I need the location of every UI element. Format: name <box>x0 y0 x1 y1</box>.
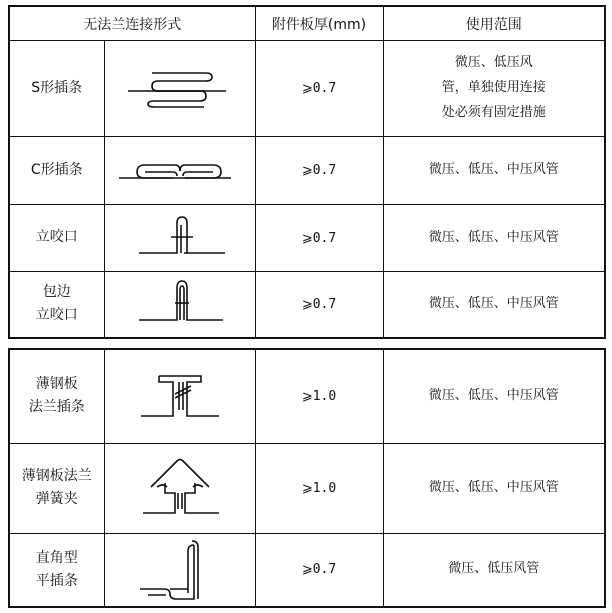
table-row <box>9 205 605 272</box>
row-name: S形插条 <box>9 41 104 137</box>
row-scope: 微压、低压、中压风管 <box>383 272 605 338</box>
joint-table-top <box>8 5 606 339</box>
row-name: 包边 立咬口 <box>9 272 104 338</box>
row-thickness: ⩾0.7 <box>255 41 383 137</box>
right-angle-flat-slip-icon <box>104 533 255 607</box>
s-slip-joint-icon <box>104 41 255 137</box>
wrapped-standing-seam-icon <box>104 272 255 338</box>
table-row <box>9 443 605 533</box>
row-thickness: ⩾0.7 <box>255 205 383 272</box>
table-row <box>9 137 605 205</box>
row-thickness: ⩾0.7 <box>255 137 383 205</box>
row-thickness: ⩾0.7 <box>255 272 383 338</box>
standing-seam-icon <box>104 205 255 272</box>
row-thickness: ⩾0.7 <box>255 533 383 607</box>
row-thickness: ⩾1.0 <box>255 443 383 533</box>
row-scope: 微压、低压、中压风管 <box>383 443 605 533</box>
table-row <box>9 349 605 443</box>
flange-slip-joint-icon <box>104 349 255 443</box>
header-row <box>9 6 605 41</box>
joint-table-bottom <box>8 348 606 608</box>
row-name: 薄钢板 法兰插条 <box>9 349 104 443</box>
row-scope: 微压、低压、中压风管 <box>383 205 605 272</box>
row-name: 直角型 平插条 <box>9 533 104 607</box>
header-thickness: 附件板厚(mm) <box>255 6 383 41</box>
table-row <box>9 533 605 607</box>
row-thickness: ⩾1.0 <box>255 349 383 443</box>
header-scope: 使用范围 <box>383 6 605 41</box>
row-scope: 微压、低压风 管，单独使用连接 处必须有固定措施 <box>383 41 605 137</box>
header-form: 无法兰连接形式 <box>9 6 255 41</box>
c-slip-joint-icon <box>104 137 255 205</box>
row-scope: 微压、低压、中压风管 <box>383 137 605 205</box>
row-name: 立咬口 <box>9 205 104 272</box>
row-name: 薄钢板法兰 弹簧夹 <box>9 443 104 533</box>
row-scope: 微压、低压风管 <box>383 533 605 607</box>
flange-spring-clip-icon <box>104 443 255 533</box>
table-row <box>9 272 605 338</box>
row-scope: 微压、低压、中压风管 <box>383 349 605 443</box>
row-name: C形插条 <box>9 137 104 205</box>
table-row <box>9 41 605 137</box>
